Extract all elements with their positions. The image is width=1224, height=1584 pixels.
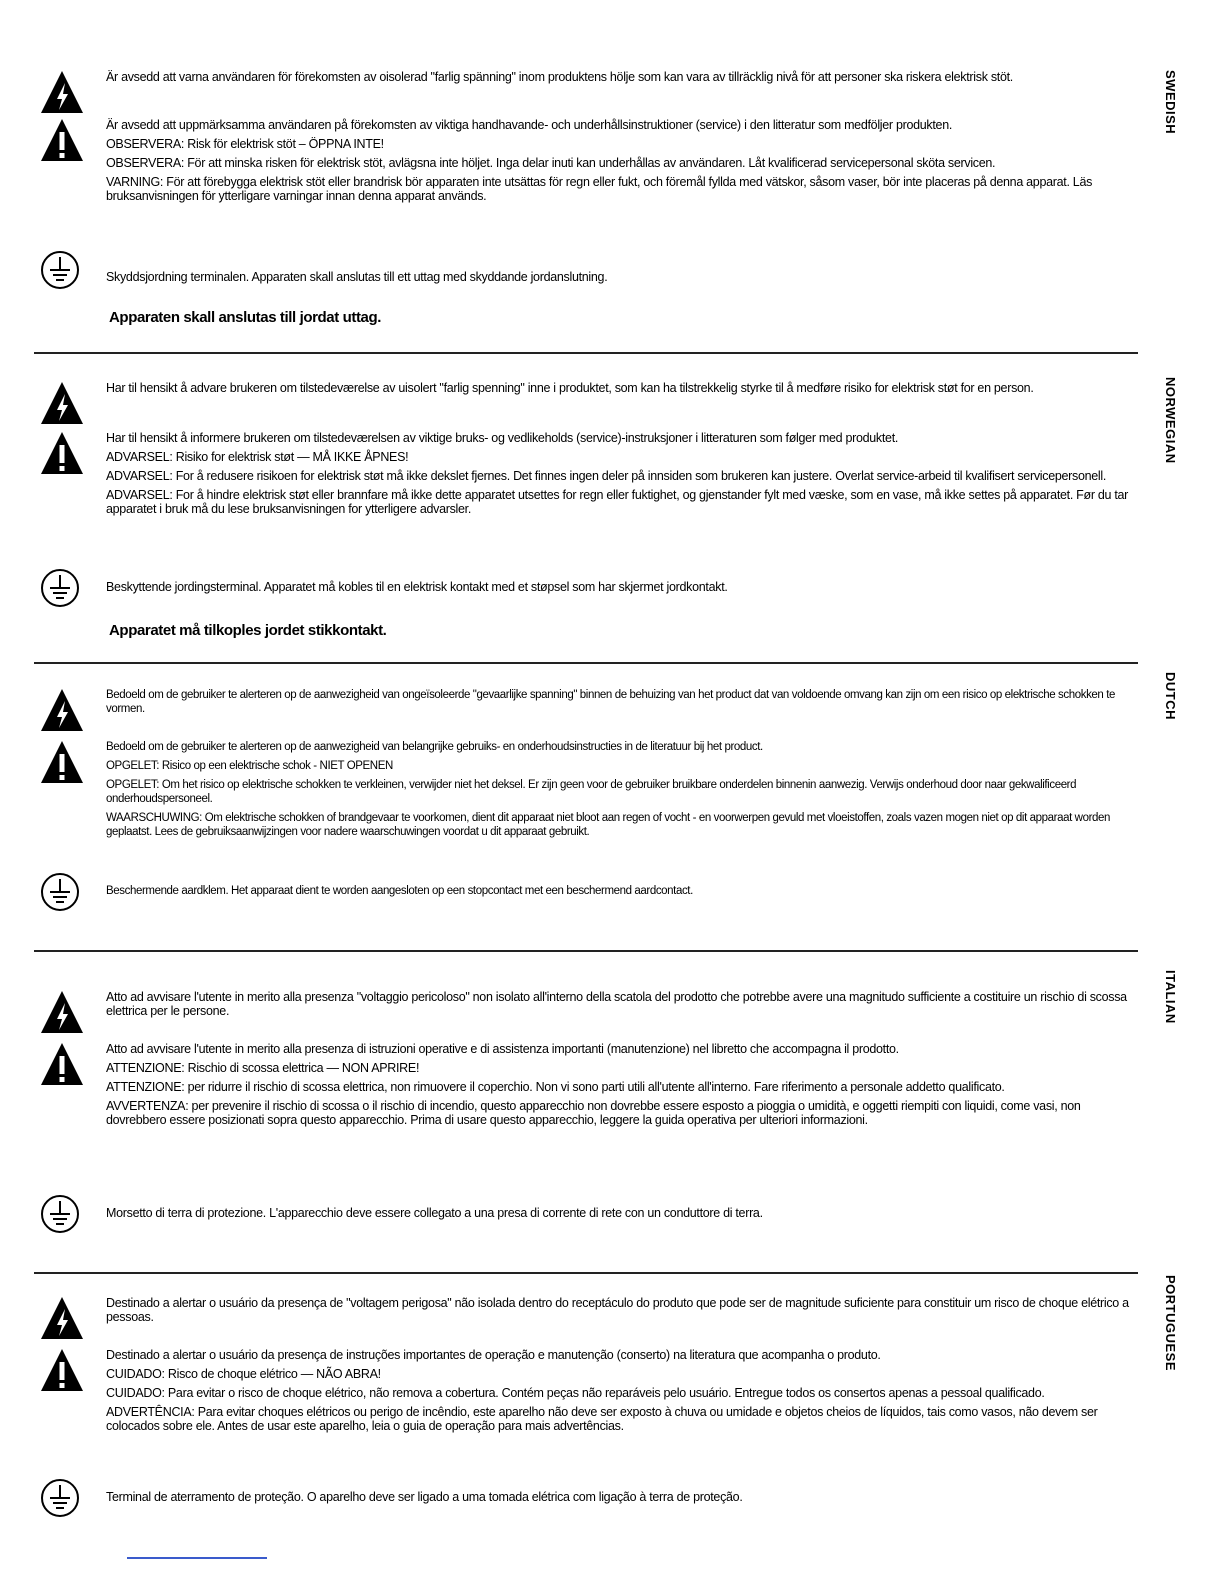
caution-text: ATTENZIONE: per ridurre il rischio di scossa elettrica, non rimuovere il coperchio. Non vi sono parti utili all'utente all'interno. Fare riferimento a personale addetto qualificato. xyxy=(106,1080,1005,1094)
ground-note: Apparaten skall anslutas till jordat uttag. xyxy=(109,309,382,326)
caution-text: CUIDADO: Para evitar o risco de choque elétrico, não remova a cobertura. Contém peças não reparáveis pelo usuário. Entregue todos os consertos apenas a pessoal qualificado. xyxy=(106,1386,1045,1400)
section-language-label: NORWEGIAN xyxy=(1163,377,1178,464)
hazard-text: Bedoeld om de gebruiker te alerteren op de aanwezigheid van ongeïsoleerde "gevaarlijke spanning" binnen de behuizing van het product dat van voldoende omvang kan zijn om een risico op elektrische schokken te vormen. xyxy=(106,689,1115,715)
instructions-text: Bedoeld om de gebruiker te alerteren op de aanwezigheid van belangrijke gebruiks- en onderhoudsinstructies in de literatuur bij het product. xyxy=(106,741,763,753)
section-portuguese xyxy=(34,1296,1138,1526)
section-divider xyxy=(34,662,1138,664)
caution-text: CUIDADO: Risco de choque elétrico — NÃO ABRA! xyxy=(106,1367,381,1381)
protective-earth-icon xyxy=(40,1478,80,1518)
section-language-label: DUTCH xyxy=(1163,672,1178,720)
lightning-warning-icon xyxy=(40,1296,84,1340)
exclamation-warning-icon xyxy=(40,740,84,784)
lightning-warning-icon xyxy=(40,381,84,425)
protective-earth-icon xyxy=(40,872,80,912)
caution-text: OBSERVERA: För att minska risken för elektrisk stöt, avlägsna inte höljet. Inga delar inuti kan underhållas av användaren. Låt kvalificerad servicepersonal sköta servicen. xyxy=(106,156,996,170)
exclamation-warning-icon xyxy=(40,118,84,162)
ground-text: Skyddsjordning terminalen. Apparaten skall anslutas till ett uttag med skyddande jordanslutning. xyxy=(106,270,608,284)
protective-earth-icon xyxy=(40,1194,80,1234)
protective-earth-icon xyxy=(40,568,80,608)
protective-earth-icon xyxy=(40,250,80,290)
caution-text: OBSERVERA: Risk för elektrisk stöt – ÖPPNA INTE! xyxy=(106,137,384,151)
exclamation-warning-icon xyxy=(40,1042,84,1086)
ground-text: Morsetto di terra di protezione. L'apparecchio deve essere collegato a una presa di corrente di rete con un conduttore di terra. xyxy=(106,1206,763,1220)
section-swedish xyxy=(34,70,1138,326)
instructions-text: Är avsedd att uppmärksamma användaren på förekomsten av viktiga handhavande- och underhållsinstruktioner (service) i den litteratur som medföljer produkten. xyxy=(106,118,953,132)
page-mark xyxy=(127,1557,267,1559)
section-language-label: PORTUGUESE xyxy=(1163,1275,1178,1372)
instructions-text: Atto ad avvisare l'utente in merito alla presenza di istruzioni operative e di assistenza importanti (manutenzione) nel libretto che accompagna il prodotto. xyxy=(106,1042,899,1056)
caution-text: ATTENZIONE: Rischio di scossa elettrica — NON APRIRE! xyxy=(106,1061,420,1075)
caution-text: OPGELET: Risico op een elektrische schok - NIET OPENEN xyxy=(106,760,393,772)
warning-text: VARNING: För att förebygga elektrisk stöt eller brandrisk bör apparaten inte utsättas för regn eller fukt, och föremål fyllda med vätskor, såsom vaser, bör inte placeras på denna apparat. Läs bruksanvisningen för ytterligare varningar innan denna apparat används. xyxy=(106,175,1093,203)
section-divider xyxy=(34,352,1138,354)
lightning-warning-icon xyxy=(40,70,84,114)
instructions-text: Destinado a alertar o usuário da presença de instruções importantes de operação e manutenção (conserto) na literatura que acompanha o produto. xyxy=(106,1348,881,1362)
caution-text: ADVARSEL: For å redusere risikoen for elektrisk støt må ikke dekslet fjernes. Det finnes ingen deler på innsiden som brukeren kan justere. Overlat service-arbeid til kvalifisert servicepersonell. xyxy=(106,469,1107,483)
warning-text: ADVARSEL: For å hindre elektrisk støt eller brannfare må ikke dette apparatet utsettes for regn eller fuktighet, og gjenstander fylt med væske, som en vase, må ikke settes på apparatet. Før du tar apparatet i bruk må du lese bruksanvisningen for ytterligere advarsler. xyxy=(106,488,1129,516)
exclamation-warning-icon xyxy=(40,1348,84,1392)
hazard-text: Är avsedd att varna användaren för förekomsten av oisolerad "farlig spänning" inom produktens hölje som kan vara av tillräcklig nivå för att personer ska riskera elektrisk stöt. xyxy=(106,70,1013,84)
hazard-text: Destinado a alertar o usuário da presença de "voltagem perigosa" não isolada dentro do receptáculo do produto que pode ser de magnitude suficiente para constituir um risco de choque elétrico a pessoas. xyxy=(106,1296,1129,1324)
ground-note: Apparatet må tilkoples jordet stikkontakt. xyxy=(109,622,387,639)
caution-text: OPGELET: Om het risico op elektrische schokken te verkleinen, verwijder niet het deksel. Er zijn geen voor de gebruiker bruikbare onderdelen binnenin aanwezig. Verwijs onderhoud door naar gekwalificeerd onderhoudspersoneel. xyxy=(106,779,1077,805)
lightning-warning-icon xyxy=(40,990,84,1034)
warning-text: ADVERTÊNCIA: Para evitar choques elétricos ou perigo de incêndio, este aparelho não deve ser exposto à chuva ou umidade e objetos cheios de líquidos, tais como vasos, não devem ser colocados sobre ele. Antes de usar este aparelho, leia o guia de operação para mais advertências. xyxy=(106,1405,1098,1433)
section-divider xyxy=(34,950,1138,952)
ground-text: Beschermende aardklem. Het apparaat dient te worden aangesloten op een stopcontact met een beschermend aardcontact. xyxy=(106,885,693,897)
section-divider xyxy=(34,1272,1138,1274)
hazard-text: Atto ad avvisare l'utente in merito alla presenza "voltaggio pericoloso" non isolato all'interno della scatola del prodotto che potrebbe avere una magnitudo sufficiente a costituire un rischio di scossa elettrica per le persone. xyxy=(106,990,1127,1018)
ground-text: Terminal de aterramento de proteção. O aparelho deve ser ligado a uma tomada elétrica com ligação à terra de proteção. xyxy=(106,1490,743,1504)
exclamation-warning-icon xyxy=(40,431,84,475)
section-italian xyxy=(34,990,1138,1242)
section-dutch xyxy=(34,688,1138,920)
instructions-text: Har til hensikt å informere brukeren om tilstedeværelsen av viktige bruks- og vedlikeholds (service)-instruksjoner i litteraturen som følger med produktet. xyxy=(106,431,899,445)
warning-text: AVVERTENZA: per prevenire il rischio di scossa o il rischio di incendio, questo apparecchio non dovrebbe essere esposto a pioggia o umidità, e oggetti riempiti con liquidi, come vasi, non dovrebbero essere posizionati sopra questo apparecchio. Prima di usare questo apparecchio, leggere la guida operativa per ulteriori informazioni. xyxy=(106,1099,1081,1127)
ground-text: Beskyttende jordingsterminal. Apparatet må kobles til en elektrisk kontakt med et støpsel som har skjermet jordkontakt. xyxy=(106,580,728,594)
warning-text: WAARSCHUWING: Om elektrische schokken of brandgevaar te voorkomen, dient dit apparaat niet bloot aan regen of vocht - en voorwerpen gevuld met vloeistoffen, zoals vazen mogen niet op dit apparaat worden geplaatst. Lees de gebruiksaanwijzingen voor nadere waarschuwingen voordat u dit apparaat gebruikt. xyxy=(106,812,1110,838)
hazard-text: Har til hensikt å advare brukeren om tilstedeværelse av uisolert "farlig spenning" inne i produktet, som kan ha tilstrekkelig styrke til å medføre risiko for elektrisk støt for en person. xyxy=(106,381,1034,395)
section-norwegian xyxy=(34,381,1138,639)
caution-text: ADVARSEL: Risiko for elektrisk støt — MÅ IKKE ÅPNES! xyxy=(106,450,409,464)
lightning-warning-icon xyxy=(40,688,84,732)
section-language-label: ITALIAN xyxy=(1163,970,1178,1024)
section-language-label: SWEDISH xyxy=(1163,70,1178,135)
